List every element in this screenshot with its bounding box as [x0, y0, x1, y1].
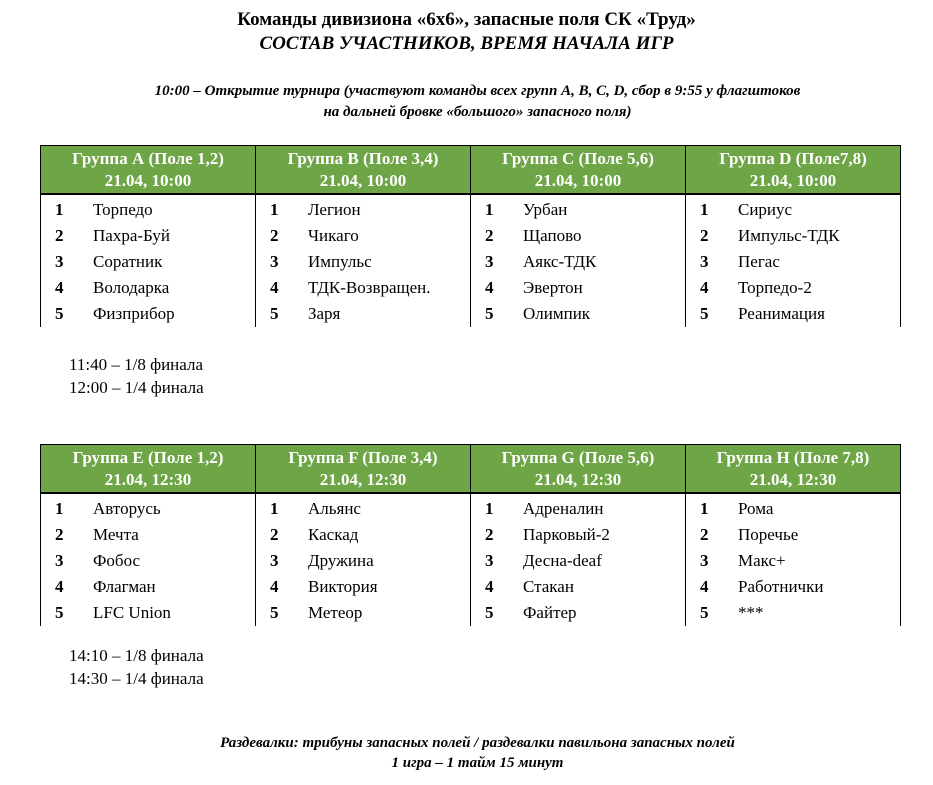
- footer-note-game-length: 1 игра – 1 тайм 15 минут: [391, 755, 564, 771]
- team-cell: [256, 574, 471, 600]
- team-number: 1: [270, 200, 279, 219]
- group-name: Группа А (Поле 1,2): [72, 149, 224, 168]
- team-cell: [41, 275, 256, 301]
- playoff-times-morning: [69, 353, 204, 399]
- team-name: Поречье: [738, 525, 799, 544]
- team-name: Физприбор: [93, 304, 175, 323]
- team-number: 5: [55, 603, 64, 622]
- team-number: 1: [485, 499, 494, 518]
- team-cell: [471, 574, 686, 600]
- team-number: 5: [485, 304, 494, 323]
- team-number: 2: [485, 525, 494, 544]
- team-cell: [686, 493, 901, 522]
- team-name: Соратник: [93, 252, 163, 271]
- team-name: Импульс: [308, 252, 372, 271]
- team-name: Легион: [308, 200, 361, 219]
- team-number: 3: [485, 551, 494, 570]
- team-cell: [256, 522, 471, 548]
- playoff-time-line: 14:10 – 1/8 финала: [69, 646, 204, 665]
- team-cell: [41, 223, 256, 249]
- table-row: [41, 275, 901, 301]
- group-name: Группа Е (Поле 1,2): [72, 448, 224, 467]
- team-name: Стакан: [523, 577, 574, 596]
- team-cell: [256, 275, 471, 301]
- playoff-times-afternoon: [69, 644, 204, 690]
- team-cell: [471, 194, 686, 223]
- team-number: 5: [700, 603, 709, 622]
- team-number: 1: [55, 499, 64, 518]
- team-name: Заря: [308, 304, 341, 323]
- group-header: [41, 146, 256, 195]
- team-number: 1: [700, 499, 709, 518]
- team-number: 3: [485, 252, 494, 271]
- team-number: 4: [55, 577, 64, 596]
- team-number: 4: [55, 278, 64, 297]
- team-name: Эвертон: [523, 278, 583, 297]
- team-number: 2: [55, 226, 64, 245]
- team-cell: [471, 493, 686, 522]
- document-subtitle: СОСТАВ УЧАСТНИКОВ, ВРЕМЯ НАЧАЛА ИГР: [259, 33, 674, 54]
- team-cell: [686, 249, 901, 275]
- team-name: Сириус: [738, 200, 793, 219]
- team-cell: [686, 301, 901, 327]
- team-name: Адреналин: [523, 499, 604, 518]
- team-name: Пахра-Буй: [93, 226, 170, 245]
- group-time: 21.04, 10:00: [319, 171, 407, 190]
- team-name: Володарка: [93, 278, 170, 297]
- table-row: [41, 548, 901, 574]
- team-name: Файтер: [523, 603, 577, 622]
- team-cell: [256, 548, 471, 574]
- table-header-row: [41, 445, 901, 494]
- group-header: [686, 146, 901, 195]
- team-name: Парковый-2: [523, 525, 610, 544]
- team-number: 5: [55, 304, 64, 323]
- team-cell: [471, 223, 686, 249]
- group-header: [41, 445, 256, 494]
- team-name: Щапово: [523, 226, 582, 245]
- group-time: 21.04, 10:00: [749, 171, 837, 190]
- group-header: [256, 445, 471, 494]
- footer-note-locker-rooms: Раздевалки: трибуны запасных полей / раздевалки павильона запасных полей: [220, 735, 735, 751]
- team-name: Олимпик: [523, 304, 591, 323]
- group-name: Группа Н (Поле 7,8): [716, 448, 870, 467]
- team-cell: [256, 223, 471, 249]
- team-name: Каскад: [308, 525, 359, 544]
- team-number: 2: [700, 226, 709, 245]
- team-cell: [686, 548, 901, 574]
- team-name: Аякс-ТДК: [523, 252, 597, 271]
- team-cell: [686, 600, 901, 626]
- group-header: [686, 445, 901, 494]
- playoff-time-line: 14:30 – 1/4 финала: [69, 669, 204, 688]
- team-cell: [471, 522, 686, 548]
- team-name: LFC Union: [93, 603, 171, 622]
- team-name: Торпедо-2: [738, 278, 812, 297]
- team-number: 3: [55, 252, 64, 271]
- team-name: ***: [738, 603, 764, 622]
- team-number: 4: [485, 577, 494, 596]
- team-number: 1: [55, 200, 64, 219]
- group-header: [256, 146, 471, 195]
- team-number: 2: [270, 525, 279, 544]
- table-row: [41, 223, 901, 249]
- table-header-row: [41, 146, 901, 195]
- team-cell: [686, 275, 901, 301]
- group-time: 21.04, 12:30: [534, 470, 622, 489]
- team-number: 3: [270, 252, 279, 271]
- team-name: Макс+: [738, 551, 786, 570]
- team-cell: [686, 522, 901, 548]
- team-number: 5: [270, 603, 279, 622]
- team-number: 1: [270, 499, 279, 518]
- table-row: [41, 600, 901, 626]
- team-cell: [41, 522, 256, 548]
- team-number: 5: [485, 603, 494, 622]
- team-cell: [41, 600, 256, 626]
- team-name: Авторусь: [93, 499, 161, 518]
- team-cell: [41, 574, 256, 600]
- team-cell: [41, 301, 256, 327]
- team-number: 3: [700, 551, 709, 570]
- group-name: Группа В (Поле 3,4): [287, 149, 439, 168]
- team-cell: [686, 574, 901, 600]
- team-cell: [41, 493, 256, 522]
- team-name: Флагман: [93, 577, 156, 596]
- team-name: Десна-deaf: [523, 551, 602, 570]
- table-row: [41, 249, 901, 275]
- group-header: [471, 146, 686, 195]
- team-cell: [256, 194, 471, 223]
- team-number: 3: [700, 252, 709, 271]
- team-cell: [256, 301, 471, 327]
- team-cell: [686, 223, 901, 249]
- team-number: 3: [270, 551, 279, 570]
- team-cell: [471, 600, 686, 626]
- group-name: Группа F (Поле 3,4): [288, 448, 438, 467]
- team-cell: [471, 548, 686, 574]
- playoff-time-line: 12:00 – 1/4 финала: [69, 378, 204, 397]
- team-name: Работнички: [738, 577, 824, 596]
- table-row: [41, 194, 901, 223]
- team-name: ТДК-Возвращен.: [308, 278, 431, 297]
- team-name: Пегас: [738, 252, 780, 271]
- team-cell: [471, 249, 686, 275]
- team-number: 4: [485, 278, 494, 297]
- team-cell: [41, 548, 256, 574]
- table-row: [41, 574, 901, 600]
- team-name: Чикаго: [308, 226, 359, 245]
- table-row: [41, 301, 901, 327]
- team-name: Дружина: [308, 551, 374, 570]
- team-name: Фобос: [93, 551, 141, 570]
- team-number: 4: [270, 278, 279, 297]
- opening-note-line2: на дальней бровке «большого» запасного поля): [323, 104, 632, 120]
- team-number: 3: [55, 551, 64, 570]
- group-name: Группа D (Поле7,8): [719, 149, 867, 168]
- group-name: Группа С (Поле 5,6): [502, 149, 654, 168]
- team-number: 2: [270, 226, 279, 245]
- team-name: Торпедо: [93, 200, 153, 219]
- group-time: 21.04, 12:30: [104, 470, 192, 489]
- group-header: [471, 445, 686, 494]
- team-number: 2: [55, 525, 64, 544]
- team-name: Реанимация: [738, 304, 825, 323]
- team-number: 1: [700, 200, 709, 219]
- team-name: Мечта: [93, 525, 139, 544]
- team-number: 4: [700, 278, 709, 297]
- table-row: [41, 493, 901, 522]
- team-cell: [686, 194, 901, 223]
- team-number: 4: [700, 577, 709, 596]
- team-number: 5: [700, 304, 709, 323]
- team-name: Виктория: [308, 577, 378, 596]
- team-number: 4: [270, 577, 279, 596]
- groups-table-morning: [40, 145, 901, 327]
- playoff-time-line: 11:40 – 1/8 финала: [69, 355, 203, 374]
- team-number: 2: [485, 226, 494, 245]
- team-name: Альянс: [308, 499, 361, 518]
- document-title: Команды дивизиона «6х6», запасные поля СК «Труд»: [237, 9, 696, 30]
- team-cell: [471, 301, 686, 327]
- team-name: Метеор: [308, 603, 363, 622]
- team-cell: [41, 249, 256, 275]
- team-number: 1: [485, 200, 494, 219]
- group-time: 21.04, 12:30: [319, 470, 407, 489]
- team-name: Урбан: [523, 200, 568, 219]
- group-name: Группа G (Поле 5,6): [501, 448, 655, 467]
- group-time: 21.04, 12:30: [749, 470, 837, 489]
- team-number: 2: [700, 525, 709, 544]
- group-time: 21.04, 10:00: [534, 171, 622, 190]
- groups-table-afternoon: [40, 444, 901, 626]
- team-cell: [256, 249, 471, 275]
- group-time: 21.04, 10:00: [104, 171, 192, 190]
- table-row: [41, 522, 901, 548]
- team-name: Импульс-ТДК: [738, 226, 840, 245]
- team-cell: [256, 600, 471, 626]
- team-cell: [256, 493, 471, 522]
- team-cell: [41, 194, 256, 223]
- team-name: Рома: [738, 499, 774, 518]
- team-cell: [471, 275, 686, 301]
- opening-note-line1: 10:00 – Открытие турнира (участвуют команды всех групп А, B, C, D, сбор в 9:55 у флагштоков: [154, 83, 801, 99]
- team-number: 5: [270, 304, 279, 323]
